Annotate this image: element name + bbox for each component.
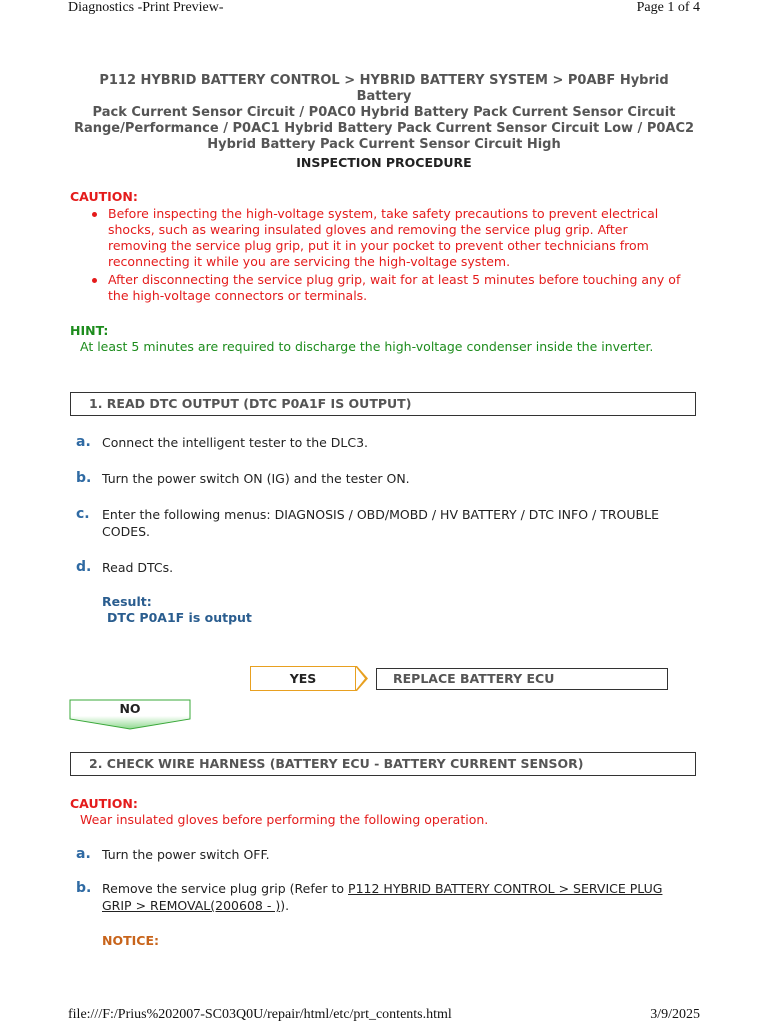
title-line: P112 HYBRID BATTERY CONTROL > HYBRID BATTERY SYSTEM > P0ABF Hybrid Battery — [99, 73, 669, 104]
caution-label: CAUTION: — [70, 796, 138, 811]
result-label: Result: — [102, 594, 152, 609]
caution-label: CAUTION: — [70, 189, 138, 204]
substep-text: Read DTCs. — [102, 560, 174, 575]
hint-text: At least 5 minutes are required to discharge the high-voltage condenser inside the inverter. — [80, 339, 654, 354]
caution-item — [90, 206, 690, 270]
caution-item — [90, 272, 690, 304]
caution-item-text: Before inspecting the high-voltage system, take safety precautions to prevent electrical shocks, such as wearing insulated gloves and removing the service plug grip. After removing the service plug grip, put it in your pocket to prevent other technicians from reconnecting it while you are servicing the high-voltage system. — [108, 206, 659, 269]
hint-label: HINT: — [70, 323, 109, 338]
substep-text: Turn the power switch ON (IG) and the tester ON. — [102, 471, 410, 486]
document-title — [70, 73, 698, 153]
step-2-heading: 2. CHECK WIRE HARNESS (BATTERY ECU - BATTERY CURRENT SENSOR) — [70, 752, 696, 776]
no-branch-label: NO — [119, 701, 141, 716]
print-header-title: Diagnostics -Print Preview- — [68, 0, 224, 15]
substep-text: Turn the power switch OFF. — [102, 847, 270, 862]
replace-battery-ecu-link[interactable]: REPLACE BATTERY ECU — [376, 668, 668, 690]
substep-letter: a. — [76, 846, 91, 862]
print-date: 3/9/2025 — [650, 1007, 700, 1022]
substep-letter: d. — [76, 559, 92, 575]
substep-text — [102, 880, 692, 914]
substep-text-after: ). — [280, 898, 290, 913]
substep-text-before: Remove the service plug grip (Refer to — [102, 881, 349, 896]
substep-letter: a. — [76, 434, 91, 450]
substep-letter: b. — [76, 880, 92, 896]
title-line: Hybrid Battery Pack Current Sensor Circuit High — [207, 137, 561, 152]
page-indicator: Page 1 of 4 — [636, 0, 700, 15]
yes-arrow-icon — [355, 666, 369, 691]
substep-letter: b. — [76, 470, 92, 486]
yes-branch-label: YES — [250, 666, 356, 691]
caution-list — [90, 206, 690, 306]
result-value: DTC P0A1F is output — [107, 610, 252, 625]
substep-text: Connect the intelligent tester to the DLC3. — [102, 435, 369, 450]
title-line: Pack Current Sensor Circuit / P0AC0 Hybrid Battery Pack Current Sensor Circuit — [92, 105, 676, 120]
service-plug-grip-removal-link[interactable]: P112 HYBRID BATTERY CONTROL > SERVICE PLUG GRIP > REMOVAL(200608 - ) — [102, 881, 663, 913]
caution-text: Wear insulated gloves before performing the following operation. — [80, 812, 489, 827]
substep-letter: c. — [76, 506, 90, 522]
step-1-heading: 1. READ DTC OUTPUT (DTC P0A1F IS OUTPUT) — [70, 392, 696, 416]
title-line: Range/Performance / P0AC1 Hybrid Battery Pack Current Sensor Circuit Low / P0AC2 — [73, 121, 695, 136]
file-path: file:///F:/Prius%202007-SC03Q0U/repair/html/etc/prt_contents.html — [68, 1007, 452, 1022]
bullet-icon — [92, 212, 97, 217]
substep-text: Enter the following menus: DIAGNOSIS / OBD/MOBD / HV BATTERY / DTC INFO / TROUBLE CODES. — [102, 507, 659, 539]
section-subtitle: INSPECTION PROCEDURE — [296, 155, 472, 170]
notice-label: NOTICE: — [102, 933, 159, 948]
bullet-icon — [92, 278, 97, 283]
caution-item-text: After disconnecting the service plug grip, wait for at least 5 minutes before touching any of the high-voltage connectors or terminals. — [108, 272, 681, 303]
